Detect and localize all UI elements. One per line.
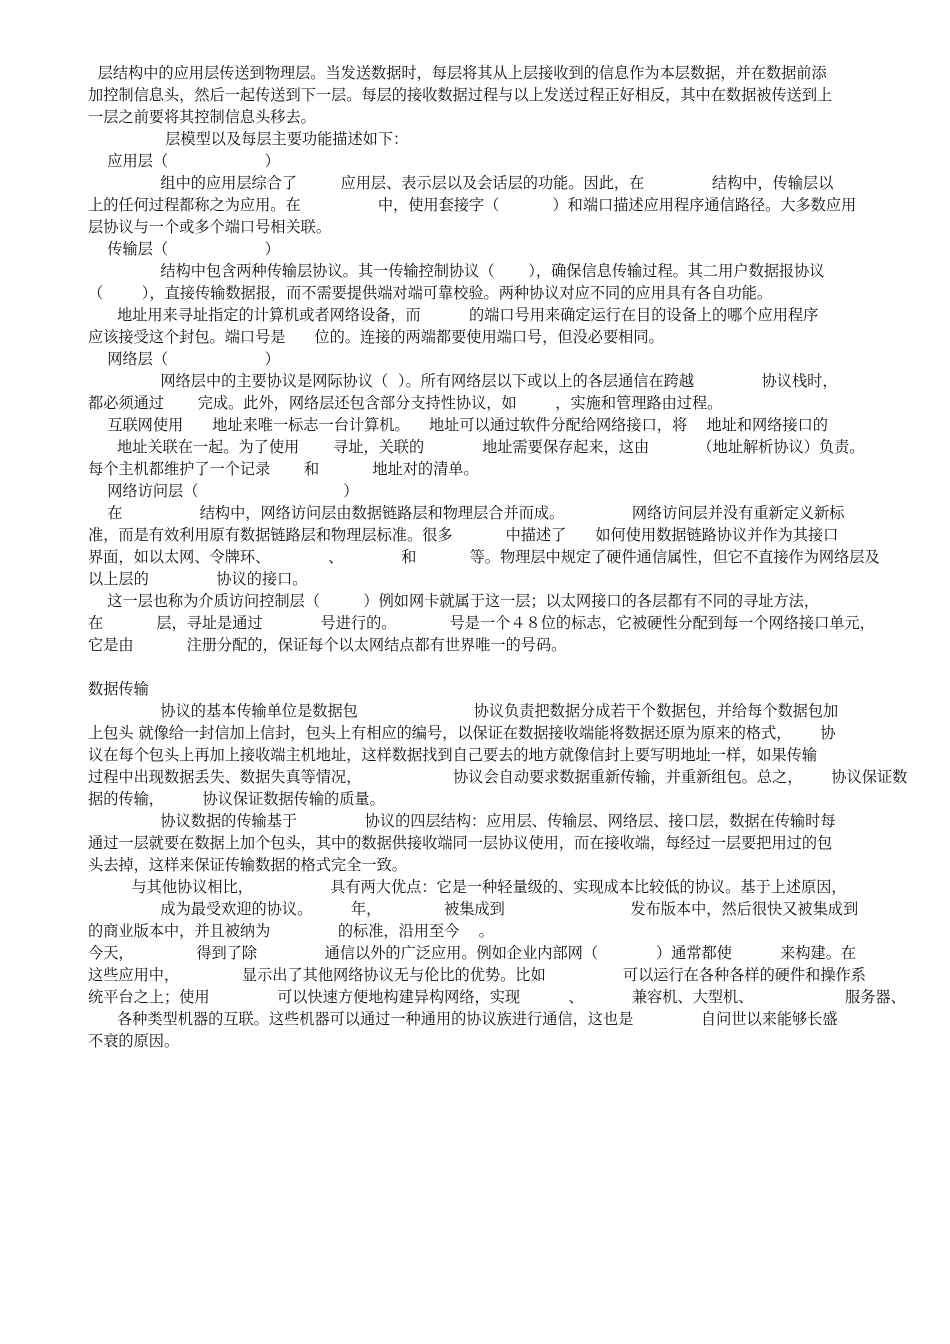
network-access-line: 以上层的 协议的接口。 [88,570,308,588]
application-layer-line: 组中的应用层综合了 应用层、表示层以及会话层的功能。因此，在 结构中，传输层以 [88,174,834,192]
network-layer-line: 互联网使用 地址来唯一标志一台计算机。 地址可以通过软件分配给网络接口，将 地址和网络接口的 [88,416,828,434]
transport-layer-heading: 传输层（ ） [88,240,280,258]
network-access-line: 它是由 注册分配的，保证每个以太网结点都有世界唯一的号码。 [88,636,567,654]
transmission-para1-line: 协议的基本传输单位是数据包 协议负责把数据分成若干个数据包，并给每个数据包加 [88,702,839,720]
transport-layer-line: 结构中包含两种传输层协议。其一传输控制协议（ ），确保信息传输过程。其二用户数据报协议 [88,262,825,280]
intro-line: 一层之前要将其控制信息头移去。 [88,108,316,126]
network-access-line: 界面，如以太网、令牌环、 、 和 等。物理层中规定了硬件通信属性，但它不直接作为网络层及 [88,548,880,566]
network-layer-line: 网络层中的主要协议是网际协议（ ）。所有网络层以下或以上的各层通信在跨越 协议栈时， [88,372,838,390]
network-access-line: 在 结构中，网络访问层由数据链路层和物理层合并而成。 网络访问层并没有重新定义新标 [88,504,845,522]
transmission-para3-line: 今天， 得到了除 通信以外的广泛应用。例如企业内部网（ ）通常都使 来构建。在 [88,944,857,962]
application-layer-heading: 应用层（ ） [88,152,280,170]
transmission-para3-line: 各种类型机器的互联。这些机器可以通过一种通用的协议族进行通信，这也是 自问世以来能够长盛 [88,1010,838,1028]
transmission-para1-line: 据的传输， 协议保证数据传输的质量。 [88,790,385,808]
transmission-para2-line: 头去掉，这样来保证传输数据的格式完全一致。 [88,856,407,874]
transmission-para3-line: 不衰的原因。 [88,1032,180,1050]
document-page [88,62,910,1052]
intro-line: 层模型以及每层主要功能描述如下： [88,130,409,148]
transmission-para3-line: 与其他协议相比， 具有两大优点：它是一种轻量级的、实现成本比较低的协议。基于上述原因， [88,878,847,896]
network-layer-line: 地址关联在一起。为了使用 寻址，关联的 地址需要保存起来，这由 （地址解析协议）负责。 [88,438,865,456]
network-layer-line: 都必须通过 完成。此外，网络层还包含部分支持性协议，如 ，实施和管理路由过程。 [88,394,723,412]
application-layer-line: 层协议与一个或多个端口号相关联。 [88,218,331,236]
network-access-line: 准，而是有效利用原有数据链路层和物理层标准。很多 中描述了 如何使用数据链路协议并作为其接口 [88,526,839,544]
transmission-para3-line: 这些应用中， 显示出了其他网络协议无与伦比的优势。比如 可以运行在各种各样的硬件和操作系 [88,966,866,984]
transmission-para3-line: 成为最受欢迎的协议。 年， 被集成到 发布版本中，然后很快又被集成到 [88,900,859,918]
network-access-line: 在 层，寻址是通过 号进行的。 号是一个４８位的标志，它被硬性分配到每一个网络接口单元， [88,614,875,632]
transmission-para1-line: 议在每个包头上再加上接收端主机地址，这样数据找到自己要去的地方就像信封上要写明地址一样，如果传输 [88,746,817,764]
network-layer-line: 每个主机都维护了一个记录 和 地址对的清单。 [88,460,479,478]
transport-layer-line: （ ），直接传输数据报，而不需要提供端对端可靠校验。两种协议对应不同的应用具有各自功能。 [88,284,773,302]
transport-layer-line: 地址用来寻址指定的计算机或者网络设备，而 的端口号用来确定运行在目的设备上的哪个应用程序 [88,306,819,324]
transmission-para3-line: 统平台之上；使用 可以快速方便地构建异构网络，实现 、 兼容机、大型机、 服务器、 [88,988,906,1006]
network-access-layer-heading: 网络访问层（ ） [88,482,359,500]
transmission-para1-line: 上包头 就像给一封信加上信封，包头上有相应的编号，以保证在数据接收端能将数据还原为原来的格式， 协 [88,724,836,742]
data-transmission-title: 数据传输 [88,680,149,698]
transmission-para3-line: 的商业版本中，并且被纳为 的标准，沿用至今 。 [88,922,494,940]
intro-line: 加控制信息头，然后一起传送到下一层。每层的接收数据过程与以上发送过程正好相反，其中在数据被传送到上 [88,86,833,104]
transport-layer-line: 应该接受这个封包。端口号是 位的。连接的两端都要使用端口号，但没必要相同。 [88,328,664,346]
transmission-para2-line: 通过一层就要在数据上加个包头，其中的数据供接收端同一层协议使用，而在接收端，每经过一层要把用过的包 [88,834,833,852]
application-layer-line: 上的任何过程都称之为应用。在 中，使用套接字（ ）和端口描述应用程序通信路径。大多数应用 [88,196,857,214]
section-gap [88,656,910,678]
network-access-line: 这一层也称为介质访问控制层（ ）例如网卡就属于这一层；以太网接口的各层都有不同的寻址方法， [88,592,820,610]
transmission-para1-line: 过程中出现数据丢失、数据失真等情况， 协议会自动要求数据重新传输，并重新组包。总之， 协议保证数 [88,768,908,786]
intro-line: 层结构中的应用层传送到物理层。当发送数据时，每层将其从上层接收到的信息作为本层数据，并在数据前添 [88,64,827,82]
network-layer-heading: 网络层（ ） [88,350,280,368]
transmission-para2-line: 协议数据的传输基于 协议的四层结构：应用层、传输层、网络层、接口层，数据在传输时每 [88,812,836,830]
